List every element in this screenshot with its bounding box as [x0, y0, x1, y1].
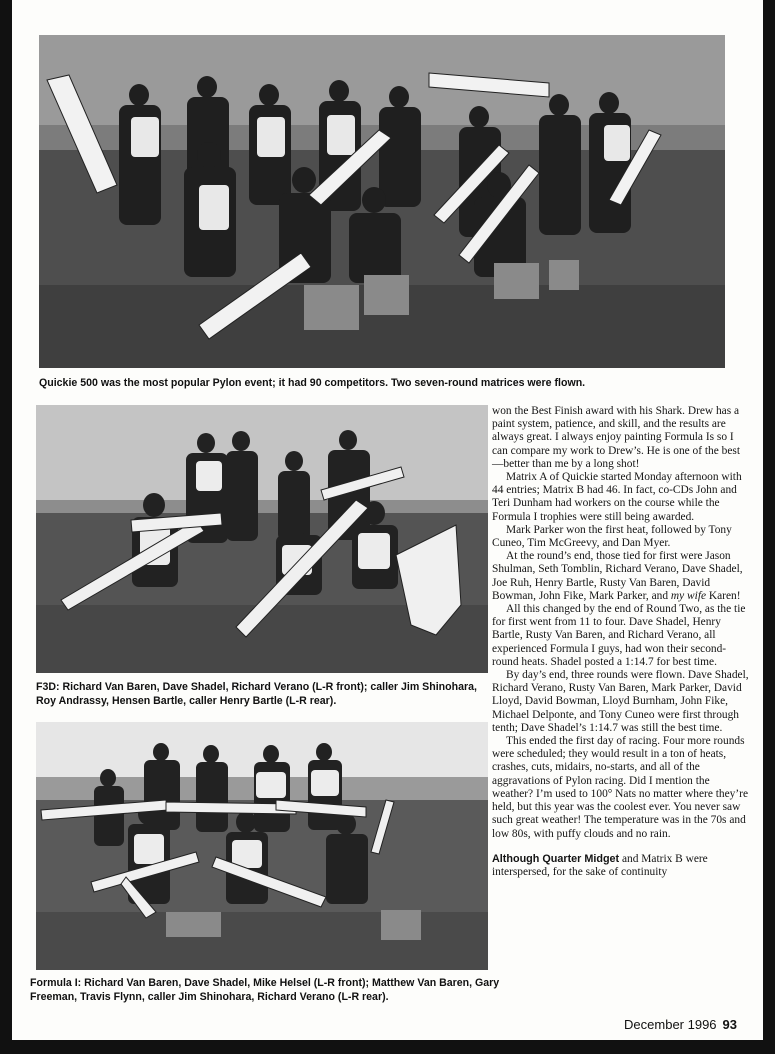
- article-paragraph: won the Best Finish award with his Shark. Drew has a paint system, patience, and skill, and the results are always great. I always enjoy painting Formula Is so I can compare my work to Drew’s. He is one of the best—better than me by a long shot!: [492, 405, 740, 470]
- article-paragraph: By day’s end, three rounds were flown. Dave Shadel, Richard Verano, Rusty Van Baren, Mark Parker, David Lloyd, David Bowman, Lloyd Burnham, John Fike, Michael Delponte, and Tony Cuneo were first through tenth; Dave Shadel’s 1:14.7 was still the best time.: [492, 669, 749, 734]
- article-paragraph: [492, 853, 750, 879]
- photo-1-illustration: [39, 35, 725, 368]
- page-number: 93: [722, 1017, 737, 1032]
- photo-2-caption: F3D: Richard Van Baren, Dave Shadel, Richard Verano (L-R front); caller Jim Shinohara, Roy Andrassy, Hensen Bartle, caller Henry Bartle (L-R rear).: [36, 681, 477, 707]
- article-paragraph: [492, 550, 750, 603]
- quickie-500-group-photo: [39, 35, 725, 368]
- article-text: Karen!: [706, 589, 741, 602]
- photo-3-caption: Formula I: Richard Van Baren, Dave Shadel, Mike Helsel (L-R front); Matthew Van Baren, Gary Freeman, Travis Flynn, caller Jim Shinohara, Richard Verano (L-R rear).: [30, 977, 500, 1003]
- article-text: At the round’s end, those tied for first were Jason Shulman, Seth Tomblin, Richard Verano, Dave Shadel, Joe Ruh, Henry Bartle, Rusty Van Baren, David Bowman, John Fike, Mark Parker, and: [492, 550, 743, 602]
- photo-1-caption: Quickie 500 was the most popular Pylon event; it had 90 competitors. Two seven-round matrices were flown.: [39, 377, 586, 389]
- article-paragraph: This ended the first day of racing. Four more rounds were scheduled; they would result in a ton of heats, crashes, cuts, midairs, no-starts, and all of the aggravations of Pylon racing. Did I mention the weather? I’m used to 100° Nats no matter where they’re held, but this year was the coolest ever. You never saw such great weather! The temperature was in the 70s and low 80s, with puffy clouds and no rain.: [492, 735, 749, 840]
- run-in-subhead: Although Quarter Midget: [492, 852, 620, 865]
- article-text: and Matrix B were interspersed, for the sake of continuity: [492, 852, 708, 878]
- photo-2-illustration: [36, 405, 488, 673]
- article-paragraph: Matrix A of Quickie started Monday afternoon with 44 entries; Matrix B had 46. In fact, co-CDs John and Teri Dunham had workers on the course while the Formula I trophies were still being awarded.: [492, 471, 742, 523]
- issue-date: December 1996: [624, 1017, 717, 1032]
- article-column: [492, 405, 750, 879]
- magazine-page: [12, 0, 763, 1040]
- article-paragraph: All this changed by the end of Round Two, as the tie for first went from 11 to four. Dave Shadel, Henry Bartle, Rusty Van Baren, and Richard Verano, all experienced Formula I guys, had won their second-round heats. Shadel posted a 1:14.7 for best time.: [492, 603, 746, 668]
- formula-1-group-photo: [36, 722, 488, 970]
- page-folio: [624, 1017, 737, 1032]
- article-italic-text: my wife: [670, 589, 707, 602]
- photo-3-illustration: [36, 722, 488, 970]
- article-paragraph: Mark Parker won the first heat, followed by Tony Cuneo, Tim McGreevy, and Dan Myer.: [492, 523, 732, 550]
- f3d-group-photo: [36, 405, 488, 673]
